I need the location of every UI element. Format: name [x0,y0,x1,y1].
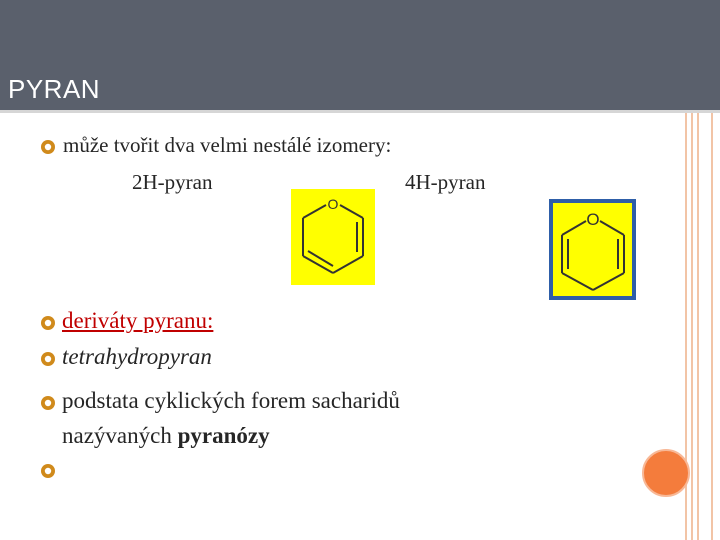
slide-header [0,0,720,110]
link-pyran-derivatives[interactable]: deriváty pyranu: [62,308,214,333]
molecule-4h-pyran [549,199,636,300]
isomer-label-4h: 4H-pyran [405,170,486,194]
pyranoses-term: pyranózy [177,423,270,448]
right-decor-line [711,113,713,540]
header-divider [0,110,720,113]
bullet-circle-icon [40,351,56,367]
oxygen-label: O [586,210,600,229]
bullet-text-saccharides: podstata cyklických forem sacharidů [62,388,400,413]
bullet-text-pyranoses [62,423,270,449]
bullet-circle-icon [40,315,56,331]
oxygen-label: O [327,196,339,212]
bullet-text-tetrahydropyran: tetrahydropyran [62,344,212,369]
right-decor-line [697,113,699,540]
molecule-2h-pyran [291,189,375,285]
bullet-circle-icon [40,463,56,479]
bullet-circle-icon [40,139,56,155]
bullet-circle-icon [40,395,56,411]
orange-circle-decoration [642,449,690,497]
pyranoses-prefix: nazývaných [62,423,178,448]
isomer-label-2h: 2H-pyran [132,170,213,194]
right-decor-line [691,113,693,540]
slide-title: PYRAN [8,74,101,104]
bullet-text-isomers: může tvořit dva velmi nestálé izomery: [63,133,392,157]
